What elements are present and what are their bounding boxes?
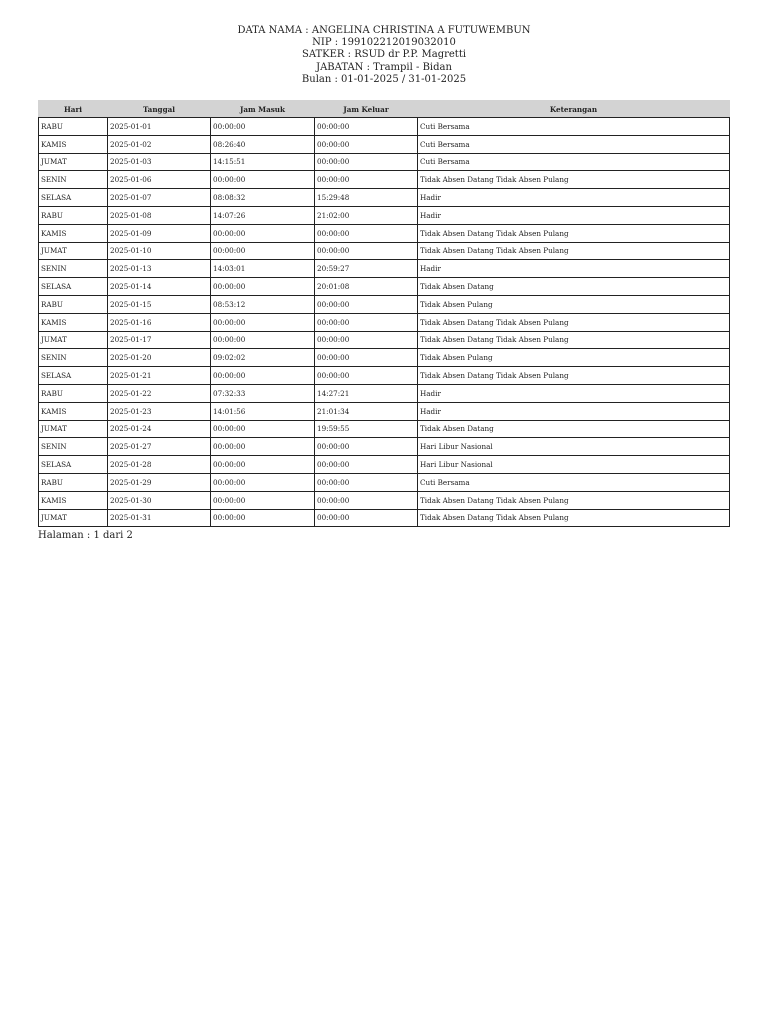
cell-tanggal: 2025-01-31 <box>108 509 211 527</box>
cell-tanggal: 2025-01-15 <box>108 295 211 313</box>
cell-jam-masuk: 00:00:00 <box>211 224 315 242</box>
table-row <box>39 509 730 527</box>
column-header-tanggal: Tanggal <box>108 101 211 118</box>
cell-tanggal: 2025-01-22 <box>108 384 211 402</box>
cell-jam-masuk: 14:07:26 <box>211 206 315 224</box>
cell-jam-masuk: 08:08:32 <box>211 189 315 207</box>
cell-jam-masuk: 00:00:00 <box>211 456 315 474</box>
cell-hari: JUMAT <box>39 331 108 349</box>
cell-jam-masuk: 14:03:01 <box>211 260 315 278</box>
cell-tanggal: 2025-01-03 <box>108 153 211 171</box>
cell-keterangan: Tidak Absen Datang Tidak Absen Pulang <box>418 242 730 260</box>
cell-jam-keluar: 00:00:00 <box>315 456 418 474</box>
cell-keterangan: Hadir <box>418 206 730 224</box>
employee-name: DATA NAMA : ANGELINA CHRISTINA A FUTUWEMBUN <box>237 25 531 36</box>
cell-jam-masuk: 00:00:00 <box>211 278 315 296</box>
cell-jam-masuk: 00:00:00 <box>211 118 315 136</box>
cell-keterangan: Tidak Absen Datang Tidak Absen Pulang <box>418 171 730 189</box>
report-header <box>0 25 768 86</box>
cell-tanggal: 2025-01-23 <box>108 402 211 420</box>
cell-hari: KAMIS <box>39 402 108 420</box>
cell-tanggal: 2025-01-24 <box>108 420 211 438</box>
table-row <box>39 473 730 491</box>
cell-keterangan: Hadir <box>418 402 730 420</box>
employee-nip: NIP : 199102212019032010 <box>312 37 456 49</box>
cell-jam-masuk: 00:00:00 <box>211 331 315 349</box>
table-row <box>39 349 730 367</box>
cell-jam-keluar: 00:00:00 <box>315 171 418 189</box>
cell-hari: SENIN <box>39 438 108 456</box>
table-row <box>39 420 730 438</box>
table-row <box>39 313 730 331</box>
cell-keterangan: Tidak Absen Pulang <box>418 349 730 367</box>
cell-tanggal: 2025-01-01 <box>108 118 211 136</box>
cell-hari: SELASA <box>39 367 108 385</box>
cell-tanggal: 2025-01-02 <box>108 135 211 153</box>
cell-tanggal: 2025-01-09 <box>108 224 211 242</box>
cell-keterangan: Cuti Bersama <box>418 135 730 153</box>
cell-jam-masuk: 00:00:00 <box>211 367 315 385</box>
cell-hari: SENIN <box>39 260 108 278</box>
cell-hari: KAMIS <box>39 224 108 242</box>
cell-tanggal: 2025-01-29 <box>108 473 211 491</box>
job-position: JABATAN : Trampil - Bidan <box>316 61 452 73</box>
page-indicator: Halaman : 1 dari 2 <box>38 530 133 541</box>
column-header-keterangan: Keterangan <box>418 101 730 118</box>
cell-keterangan: Tidak Absen Datang Tidak Absen Pulang <box>418 224 730 242</box>
table-row <box>39 438 730 456</box>
table-row <box>39 491 730 509</box>
cell-jam-masuk: 00:00:00 <box>211 171 315 189</box>
table-row <box>39 260 730 278</box>
cell-tanggal: 2025-01-27 <box>108 438 211 456</box>
cell-keterangan: Tidak Absen Datang Tidak Absen Pulang <box>418 509 730 527</box>
cell-jam-keluar: 00:00:00 <box>315 331 418 349</box>
cell-jam-masuk: 08:26:40 <box>211 135 315 153</box>
table-row <box>39 206 730 224</box>
cell-jam-keluar: 00:00:00 <box>315 509 418 527</box>
cell-jam-masuk: 14:01:56 <box>211 402 315 420</box>
cell-jam-keluar: 14:27:21 <box>315 384 418 402</box>
cell-hari: RABU <box>39 384 108 402</box>
table-row <box>39 278 730 296</box>
table-row <box>39 384 730 402</box>
work-unit: SATKER : RSUD dr P.P. Magretti <box>301 49 467 61</box>
cell-jam-masuk: 09:02:02 <box>211 349 315 367</box>
cell-jam-keluar: 00:00:00 <box>315 118 418 136</box>
cell-hari: SELASA <box>39 189 108 207</box>
table-row <box>39 118 730 136</box>
cell-tanggal: 2025-01-14 <box>108 278 211 296</box>
column-header-hari: Hari <box>39 101 108 118</box>
cell-jam-keluar: 19:59:55 <box>315 420 418 438</box>
table-row <box>39 135 730 153</box>
table-row <box>39 153 730 171</box>
cell-hari: SELASA <box>39 456 108 474</box>
cell-tanggal: 2025-01-16 <box>108 313 211 331</box>
cell-jam-keluar: 15:29:48 <box>315 189 418 207</box>
cell-jam-keluar: 00:00:00 <box>315 153 418 171</box>
table-row <box>39 331 730 349</box>
table-row <box>39 367 730 385</box>
cell-jam-keluar: 00:00:00 <box>315 295 418 313</box>
table-row <box>39 402 730 420</box>
cell-tanggal: 2025-01-20 <box>108 349 211 367</box>
cell-hari: SELASA <box>39 278 108 296</box>
report-period: Bulan : 01-01-2025 / 31-01-2025 <box>301 73 467 85</box>
table-body <box>39 118 730 527</box>
cell-tanggal: 2025-01-28 <box>108 456 211 474</box>
cell-keterangan: Tidak Absen Datang Tidak Absen Pulang <box>418 313 730 331</box>
cell-keterangan: Hari Libur Nasional <box>418 438 730 456</box>
cell-tanggal: 2025-01-06 <box>108 171 211 189</box>
cell-jam-masuk: 00:00:00 <box>211 473 315 491</box>
cell-keterangan: Cuti Bersama <box>418 118 730 136</box>
cell-jam-keluar: 00:00:00 <box>315 473 418 491</box>
cell-jam-keluar: 00:00:00 <box>315 349 418 367</box>
table-header-row <box>39 101 730 118</box>
cell-keterangan: Cuti Bersama <box>418 473 730 491</box>
cell-hari: KAMIS <box>39 135 108 153</box>
cell-jam-keluar: 00:00:00 <box>315 242 418 260</box>
cell-hari: RABU <box>39 295 108 313</box>
cell-jam-keluar: 00:00:00 <box>315 438 418 456</box>
cell-keterangan: Hadir <box>418 189 730 207</box>
cell-hari: JUMAT <box>39 420 108 438</box>
cell-keterangan: Hadir <box>418 384 730 402</box>
cell-hari: RABU <box>39 118 108 136</box>
table-row <box>39 171 730 189</box>
cell-keterangan: Tidak Absen Datang <box>418 420 730 438</box>
cell-keterangan: Hari Libur Nasional <box>418 456 730 474</box>
cell-hari: RABU <box>39 473 108 491</box>
cell-jam-keluar: 00:00:00 <box>315 135 418 153</box>
cell-jam-masuk: 00:00:00 <box>211 509 315 527</box>
cell-jam-masuk: 00:00:00 <box>211 420 315 438</box>
cell-jam-keluar: 00:00:00 <box>315 367 418 385</box>
table-row <box>39 295 730 313</box>
cell-keterangan: Tidak Absen Datang Tidak Absen Pulang <box>418 491 730 509</box>
attendance-table <box>38 100 730 527</box>
cell-jam-keluar: 21:02:00 <box>315 206 418 224</box>
cell-tanggal: 2025-01-17 <box>108 331 211 349</box>
table-row <box>39 456 730 474</box>
cell-jam-masuk: 00:00:00 <box>211 242 315 260</box>
cell-keterangan: Tidak Absen Datang Tidak Absen Pulang <box>418 331 730 349</box>
cell-hari: KAMIS <box>39 313 108 331</box>
cell-tanggal: 2025-01-30 <box>108 491 211 509</box>
table-row <box>39 224 730 242</box>
cell-jam-keluar: 00:00:00 <box>315 491 418 509</box>
column-header-jam-masuk: Jam Masuk <box>211 101 315 118</box>
cell-jam-masuk: 08:53:12 <box>211 295 315 313</box>
column-header-jam-keluar: Jam Keluar <box>315 101 418 118</box>
cell-hari: RABU <box>39 206 108 224</box>
cell-keterangan: Tidak Absen Datang <box>418 278 730 296</box>
cell-jam-keluar: 00:00:00 <box>315 224 418 242</box>
cell-jam-masuk: 07:32:33 <box>211 384 315 402</box>
cell-hari: JUMAT <box>39 509 108 527</box>
cell-jam-masuk: 00:00:00 <box>211 313 315 331</box>
cell-jam-masuk: 14:15:51 <box>211 153 315 171</box>
cell-jam-keluar: 20:59:27 <box>315 260 418 278</box>
cell-jam-keluar: 20:01:08 <box>315 278 418 296</box>
table-row <box>39 189 730 207</box>
cell-tanggal: 2025-01-21 <box>108 367 211 385</box>
cell-tanggal: 2025-01-08 <box>108 206 211 224</box>
cell-keterangan: Hadir <box>418 260 730 278</box>
table-row <box>39 242 730 260</box>
cell-jam-keluar: 00:00:00 <box>315 313 418 331</box>
cell-hari: KAMIS <box>39 491 108 509</box>
cell-jam-masuk: 00:00:00 <box>211 438 315 456</box>
cell-tanggal: 2025-01-07 <box>108 189 211 207</box>
cell-jam-masuk: 00:00:00 <box>211 491 315 509</box>
cell-hari: SENIN <box>39 349 108 367</box>
cell-keterangan: Tidak Absen Datang Tidak Absen Pulang <box>418 367 730 385</box>
cell-hari: JUMAT <box>39 242 108 260</box>
cell-tanggal: 2025-01-10 <box>108 242 211 260</box>
cell-tanggal: 2025-01-13 <box>108 260 211 278</box>
cell-keterangan: Tidak Absen Pulang <box>418 295 730 313</box>
cell-hari: SENIN <box>39 171 108 189</box>
cell-jam-keluar: 21:01:34 <box>315 402 418 420</box>
cell-hari: JUMAT <box>39 153 108 171</box>
cell-keterangan: Cuti Bersama <box>418 153 730 171</box>
